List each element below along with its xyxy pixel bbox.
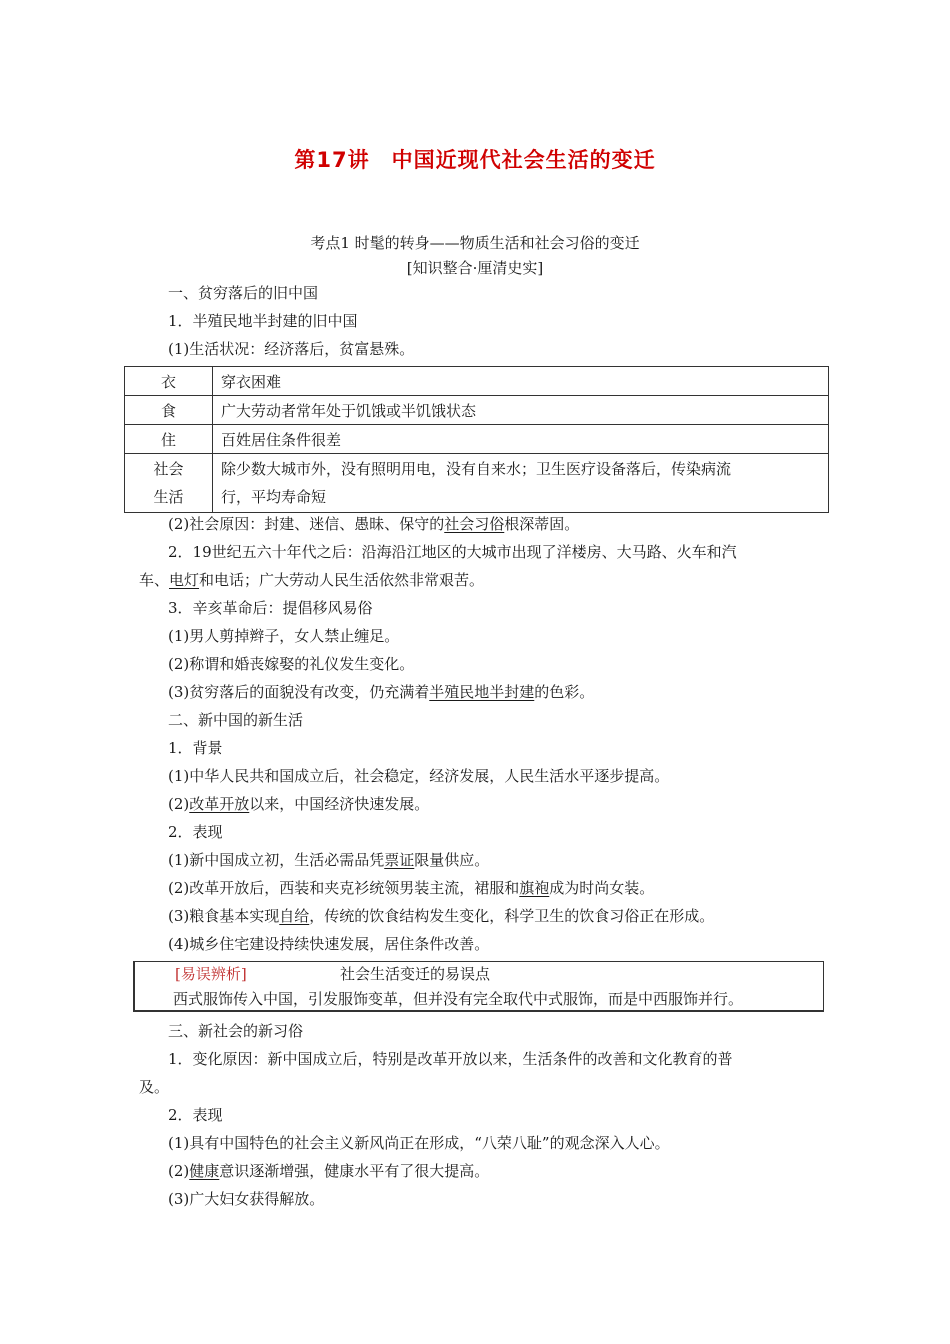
paragraph [168, 1161, 489, 1181]
text: (2) [168, 795, 190, 813]
text: (2) [168, 1162, 190, 1180]
table-row [125, 396, 829, 425]
note-title: 社会生活变迁的易误点 [340, 965, 491, 983]
paragraph: (1)男人剪掉辫子，女人禁止缠足。 [168, 627, 400, 645]
paragraph: 及。 [139, 1078, 170, 1096]
paragraph: 3．辛亥革命后：提倡移风易俗 [168, 599, 373, 617]
text: 限量供应。 [414, 851, 490, 869]
text: 成为时尚女装。 [549, 879, 655, 897]
text: 意识逐渐增强，健康水平有了很大提高。 [219, 1162, 490, 1180]
text: 和电话；广大劳动人民生活依然非常艰苦。 [199, 571, 485, 589]
table-row [125, 454, 829, 513]
part2-heading: 二、新中国的新生活 [168, 711, 304, 729]
table-cell-value [213, 454, 829, 513]
note-tag: [易误辨析] [175, 965, 247, 983]
part1-heading: 一、贫穷落后的旧中国 [168, 284, 319, 302]
text: (2)改革开放后，西装和夹克衫统领男装主流，裙服和 [168, 879, 520, 897]
paragraph: (3)广大妇女获得解放。 [168, 1190, 325, 1208]
text: (3)粮食基本实现 [168, 907, 280, 925]
underlined-term: 自给 [279, 907, 310, 925]
paragraph: (1)中华人民共和国成立后，社会稳定，经济发展，人民生活水平逐步提高。 [168, 767, 670, 785]
paragraph: 1．变化原因：新中国成立后，特别是改革开放以来，生活条件的改善和文化教育的普 [168, 1050, 733, 1068]
underlined-term: 改革开放 [189, 795, 250, 813]
paragraph [168, 794, 429, 814]
table-cell-key [125, 454, 213, 513]
underlined-term: 电灯 [169, 571, 200, 589]
paragraph: 1．半殖民地半封建的旧中国 [168, 312, 358, 330]
table-cell-key: 住 [125, 425, 213, 454]
paragraph: (1)生活状况：经济落后，贫富悬殊。 [168, 340, 415, 358]
table-cell-key: 食 [125, 396, 213, 425]
text: (3)贫穷落后的面貌没有改变，仍充满着 [168, 683, 430, 701]
underlined-term: 票证 [384, 851, 415, 869]
part3-heading: 三、新社会的新习俗 [168, 1022, 304, 1040]
paragraph [168, 906, 714, 926]
underlined-term: 旗袍 [519, 879, 550, 897]
text: (2)社会原因：封建、迷信、愚昧、保守的 [168, 515, 445, 533]
living-conditions-table [124, 366, 829, 513]
table-cell-value-line: 行，平均寿命短 [221, 488, 327, 506]
text: 以来，中国经济快速发展。 [249, 795, 430, 813]
text: (1)新中国成立初，生活必需品凭 [168, 851, 385, 869]
paragraph [168, 682, 594, 702]
table-cell-value-line: 除少数大城市外，没有照明用电，没有自来水；卫生医疗设备落后，传染病流 [221, 460, 732, 478]
paragraph [168, 850, 489, 870]
common-mistakes-box [133, 961, 824, 1012]
table-cell-key-line: 生活 [153, 488, 184, 506]
section-subheading: [知识整合·厘清史实] [406, 259, 544, 277]
table-cell-value: 百姓居住条件很差 [213, 425, 829, 454]
paragraph: 2．表现 [168, 823, 223, 841]
paragraph: 2．表现 [168, 1106, 223, 1124]
text: 根深蒂固。 [504, 515, 580, 533]
paragraph [139, 570, 484, 590]
paragraph [168, 514, 579, 534]
underlined-term: 半殖民地半封建 [429, 683, 535, 701]
page-title: 第17讲 中国近现代社会生活的变迁 [294, 148, 656, 172]
text: ，传统的饮食结构发生变化，科学卫生的饮食习俗正在形成。 [309, 907, 715, 925]
note-text: 西式服饰传入中国，引发服饰变革，但并没有完全取代中式服饰，而是中西服饰并行。 [173, 990, 744, 1008]
text: 的色彩。 [534, 683, 595, 701]
text: 车、 [139, 571, 170, 589]
section-heading: 考点1 时髦的转身——物质生活和社会习俗的变迁 [310, 234, 640, 252]
paragraph: (1)具有中国特色的社会主义新风尚正在形成，“八荣八耻”的观念深入人心。 [168, 1134, 670, 1152]
table-row [125, 367, 829, 396]
underlined-term: 社会习俗 [444, 515, 505, 533]
table-cell-key: 衣 [125, 367, 213, 396]
table-cell-key-line: 社会 [153, 460, 184, 478]
underlined-term: 健康 [189, 1162, 220, 1180]
table-cell-value: 广大劳动者常年处于饥饿或半饥饿状态 [213, 396, 829, 425]
paragraph: 1．背景 [168, 739, 223, 757]
paragraph [168, 878, 654, 898]
paragraph: (4)城乡住宅建设持续快速发展，居住条件改善。 [168, 935, 490, 953]
table-cell-value: 穿衣困难 [213, 367, 829, 396]
table-row [125, 425, 829, 454]
paragraph: (2)称谓和婚丧嫁娶的礼仪发生变化。 [168, 655, 415, 673]
paragraph: 2．19世纪五六十年代之后：沿海沿江地区的大城市出现了洋楼房、大马路、火车和汽 [168, 543, 737, 561]
